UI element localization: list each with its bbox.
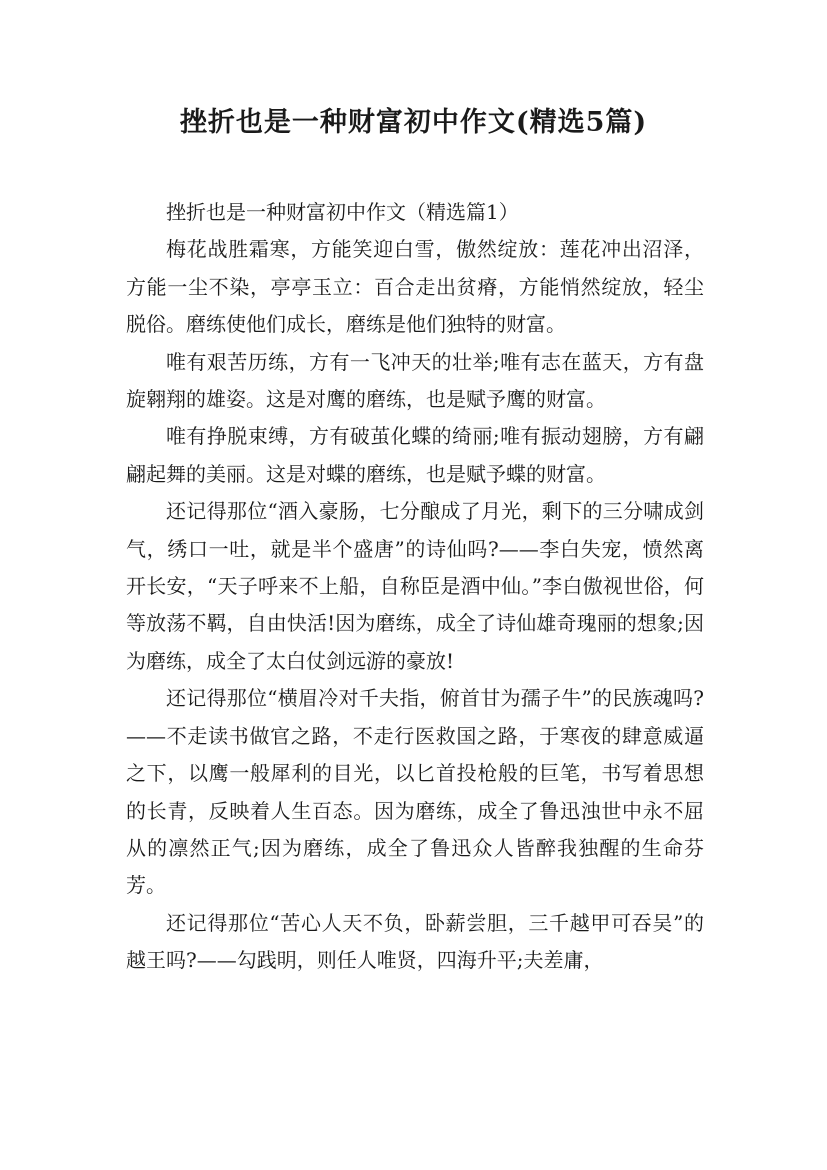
document-body — [126, 194, 704, 980]
document-title: 挫折也是一种财富初中作文(精选5篇) — [179, 107, 648, 138]
paragraph: 还记得那位“苦心人天不负，卧薪尝胆，三千越甲可吞吴”的越王吗?——勾践明，则任人唯贤，四海升平;夫差庸， — [126, 910, 704, 973]
paragraph: 唯有挣脱束缚，方有破茧化蝶的绮丽;唯有振动翅膀，方有翩翩起舞的美丽。这是对蝶的磨练，也是赋予蝶的财富。 — [126, 424, 704, 486]
paragraph: 还记得那位“横眉冷对千夫指，俯首甘为孺子牛”的民族魂吗?——不走读书做官之路，不走行医救国之路，于寒夜的肆意威逼之下，以鹰一般犀利的目光，以匕首投枪般的巨笔，书写着思想的长青，反映着人生百态。因为磨练，成全了鲁迅浊世中永不屈从的凛然正气;因为磨练，成全了鲁迅众人皆醉我独醒的生命芬芳。 — [126, 686, 704, 898]
paragraph: 唯有艰苦历练，方有一飞冲天的壮举;唯有志在蓝天，方有盘旋翱翔的雄姿。这是对鹰的磨练，也是赋予鹰的财富。 — [126, 349, 704, 412]
paragraph: 梅花战胜霜寒，方能笑迎白雪，傲然绽放：莲花冲出沼泽，方能一尘不染，亭亭玉立：百合走出贫瘠，方能悄然绽放，轻尘脱俗。磨练使他们成长，磨练是他们独特的财富。 — [126, 237, 704, 337]
section-heading: 挫折也是一种财富初中作文（精选篇1） — [166, 200, 519, 224]
paragraph: 还记得那位“酒入豪肠，七分酿成了月光，剩下的三分啸成剑气，绣口一吐，就是半个盛唐”的诗仙吗?——李白失宠，愤然离开长安，“天子呼来不上船，自称臣是酒中仙。”李白傲视世俗，何等放荡不羁，自由快活!因为磨练，成全了诗仙雄奇瑰丽的想象;因为磨练，成全了太白仗剑远游的豪放! — [126, 499, 704, 673]
